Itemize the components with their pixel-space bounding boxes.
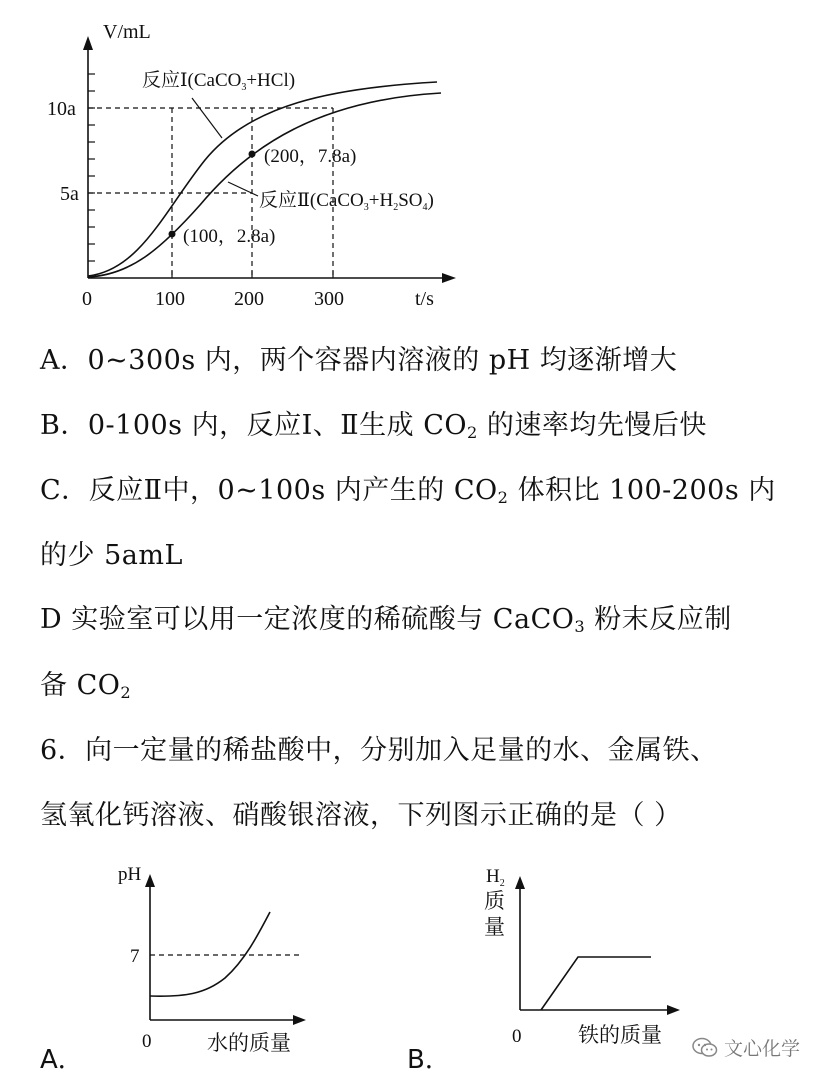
data-point-200	[249, 151, 256, 158]
question-6-line1: 6．向一定量的稀盐酸中，分别加入足量的水、金属铁、	[40, 735, 718, 766]
x-tick-100: 100	[155, 288, 185, 310]
option-a-label: A．	[40, 1045, 84, 1075]
y-tick-5a: 5a	[60, 183, 79, 205]
point-label-200: (200，7.8a)	[264, 146, 357, 167]
option-c-line2: 的少 5amL	[40, 540, 183, 571]
x-axis-label: t/s	[415, 288, 434, 310]
chart-a-y-label: pH	[118, 864, 142, 885]
reaction-volume-chart	[0, 0, 827, 320]
option-b-label: B．	[407, 1045, 451, 1075]
chart-b-y-label-2: 质	[484, 889, 505, 913]
leader-line-1	[192, 98, 222, 138]
option-b: B．0-100s 内，反应Ⅰ、Ⅱ生成 $CO_2$ 的速率均先慢后快	[40, 410, 707, 443]
chart-b-origin: 0	[512, 1026, 522, 1047]
chart-b-y-label: $H_2$	[486, 866, 505, 889]
chart-b-x-label: 铁的质量	[578, 1023, 662, 1047]
y-axis-arrow	[83, 36, 93, 50]
wechat-icon	[692, 1037, 718, 1059]
y-axis-label: V/mL	[103, 21, 151, 43]
x-tick-300: 300	[314, 288, 344, 310]
point-label-100: (100，2.8a)	[183, 226, 276, 247]
chart-a-origin: 0	[142, 1031, 152, 1052]
x-tick-200: 200	[234, 288, 264, 310]
curve-reaction-2	[88, 93, 441, 277]
leader-line-2	[228, 182, 258, 196]
y-tick-10a: 10a	[47, 98, 76, 120]
chart-b-y-label-3: 量	[484, 915, 505, 939]
y-minor-ticks	[88, 74, 95, 261]
chart-a-ph-water	[0, 860, 420, 1082]
chart-a-ref-value: 7	[130, 946, 140, 967]
data-point-100	[169, 231, 176, 238]
curve-2-label: 反应$Ⅱ(CaCO_3+H_2SO_4)$	[259, 190, 434, 213]
ph-curve	[150, 912, 270, 996]
option-c-line1: C．反应Ⅱ中，0~100s 内产生的 $CO_2$ 体积比 100-200s 内	[40, 475, 776, 508]
chart-a-x-label: 水的质量	[207, 1031, 291, 1055]
question-6-line2: 氢氧化钙溶液、硝酸银溶液，下列图示正确的是（ ）	[40, 800, 682, 831]
h2-line	[541, 957, 651, 1010]
curve-1-label: 反应Ⅰ(CaCO$_3$+HCl)	[142, 70, 296, 93]
watermark: 文心化学	[692, 1034, 800, 1061]
option-d-line1: D 实验室可以用一定浓度的稀硫酸与 CaCO$_3$ 粉末反应制	[40, 604, 732, 637]
origin-label: 0	[82, 288, 92, 310]
x-axis-arrow	[442, 273, 456, 283]
option-d-line2: 备 $CO_2$	[40, 670, 132, 703]
option-a: A．0~300s 内，两个容器内溶液的 pH 均逐渐增大	[40, 345, 678, 376]
